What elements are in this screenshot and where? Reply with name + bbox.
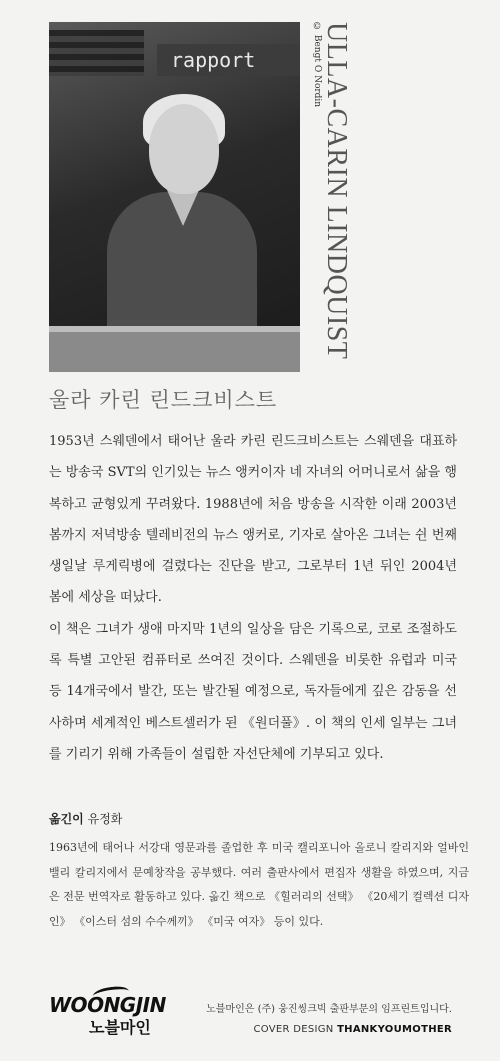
anchor-face [149, 104, 219, 194]
author-name-en: ULLA-CARIN LINDQUIST [321, 22, 352, 360]
bio-paragraph: 이 책은 그녀가 생애 마지막 1년의 일상을 담은 기록으로, 코로 조절하도록 특별 고안된 컴퓨터로 쓰여진 것이다. 스웨덴을 비롯한 유럽과 미국 등 14개국에서 발간, 또는 발간될 예정으로, 독자들에게 깊은 감동을 선사하며 세계적인 베스트셀러가 된 《원더풀》. 이 책의 인세 일부는 그녀를 기리기 위해 가족들이 설립한 자선단체에 기부되고 있다. [49, 621, 457, 762]
logo-wordmark: WOONGJIN [49, 993, 166, 1017]
studio-background [49, 30, 144, 76]
publisher-logo [49, 993, 166, 1037]
imprint-note: 노블마인은 (주) 웅진씽크빅 출판부문의 임프린트입니다. [206, 1004, 452, 1015]
studio-sign-text: rapport [171, 48, 256, 72]
translator-heading [49, 810, 122, 827]
author-photo [49, 22, 300, 372]
translator-label: 옮긴이 [49, 812, 84, 826]
cover-design-label: COVER DESIGN [253, 1024, 334, 1035]
news-desk [49, 332, 300, 372]
author-bio [49, 426, 457, 770]
photo-credit: © Bengt O Nordin [312, 22, 322, 108]
author-name-ko: 울라 카린 린드크비스트 [49, 388, 278, 412]
translator-bio: 1963년에 태어나 서강대 영문과를 졸업한 후 미국 캘리포니아 올로니 칼리지와 얼바인 밸리 칼리지에서 문예창작을 공부했다. 여러 출판사에서 편집자 생활을 하였으며, 지금은 전문 번역자로 활동하고 있다. 옮긴 책으로 《힐러리의 선택》 《20세기 컬렉션 디자인》 《이스터 섬의 수수께끼》 《미국 여자》 등이 있다. [49, 841, 469, 928]
cover-designer-name: THANKYOUMOTHER [337, 1024, 452, 1035]
translator-name: 유정화 [87, 812, 123, 826]
logo-imprint-name: 노블마인 [89, 1018, 151, 1037]
cover-design-credit [253, 1024, 452, 1035]
bio-paragraph: 1953년 스웨덴에서 태어난 울라 카린 린드크비스트는 스웨덴을 대표하는 방송국 SVT의 인기있는 뉴스 앵커이자 네 자녀의 어머니로서 삶을 행복하고 균형있게 꾸려왔다. 1988년에 처음 방송을 시작한 이래 2003년 봄까지 저녁방송 텔레비전의 뉴스 앵커로, 기자로 살아온 그녀는 쉰 번째 생일날 루게릭병에 걸렸다는 진단을 받고, 그로부터 1년 뒤인 2004년 봄에 세상을 떠났다. [49, 434, 457, 606]
